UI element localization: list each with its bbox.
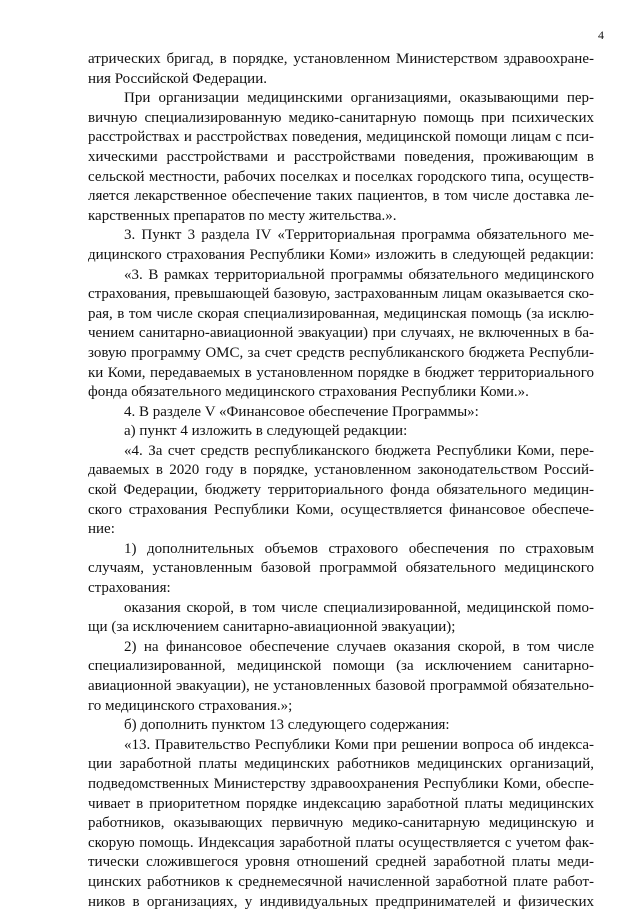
text-line: подведомственных Министерству здравоохранения Республики Коми, обеспе-	[88, 775, 594, 792]
page-number: 4	[598, 28, 604, 42]
text-line: 1) дополнительных объемов страхового обеспечения по страховым	[124, 540, 594, 557]
text-line: 2) на финансовое обеспечение случаев оказания скорой, в том числе	[124, 638, 594, 655]
text-line: рая, в том числе скорая специализированная, медицинская помощь (за исклю-	[88, 305, 594, 322]
text-line: «3. В рамках территориальной программы обязательного медицинского	[124, 266, 594, 283]
text-line: ции заработной платы медицинских работников медицинских организаций,	[88, 756, 594, 773]
text-line: 3. Пункт 3 раздела IV «Территориальная программа обязательного ме-	[124, 227, 594, 244]
text-line: а) пункт 4 изложить в следующей редакции:	[124, 423, 408, 440]
text-line: сельской местности, рабочих поселках и поселках городского типа, осуществ-	[88, 168, 594, 185]
text-line: страхования, превышающей базовую, застрахованным лицам оказывается ско-	[88, 286, 594, 303]
text-line: скорую помощь. Индексация заработной платы осуществляется с учетом фак-	[88, 834, 594, 851]
text-line: дицинского страхования Республики Коми» изложить в следующей редакции:	[88, 246, 594, 263]
text-line: При организации медицинскими организациями, оказывающими пер-	[124, 90, 594, 107]
text-line: «13. Правительство Республики Коми при решении вопроса об индекса-	[124, 736, 594, 753]
text-line: чением санитарно-авиационной эвакуации) при случаях, не включенных в ба-	[88, 325, 594, 342]
text-line: даваемых в 2020 году в порядке, установленном законодательством Россий-	[88, 462, 594, 479]
text-line: цинских работников к среднемесячной начисленной заработной плате работ-	[88, 873, 594, 890]
text-line: хическими расстройствами и расстройствами поведения, проживающим в	[88, 148, 594, 165]
text-line: тически сложившегося уровня отношений средней заработной платы меди-	[88, 854, 594, 871]
text-line: 4. В разделе V «Финансовое обеспечение Программы»:	[124, 403, 479, 420]
text-line: специализированной, медицинской помощи (за исключением санитарно-	[88, 658, 594, 675]
document-body	[88, 50, 594, 912]
text-line: ки Коми, передаваемых в установленном порядке в бюджет территориального	[88, 364, 594, 381]
text-line: щи (за исключением санитарно-авиационной эвакуации);	[88, 619, 456, 636]
text-line: зовую программу ОМС, за счет средств республиканского бюджета Республи-	[88, 344, 594, 361]
text-line: расстройствах и расстройствах поведения, медицинской помощи лицам с пси-	[88, 129, 594, 146]
text-line: б) дополнить пунктом 13 следующего содержания:	[124, 717, 450, 734]
text-line: вичную специализированную медико-санитарную помощь при психических	[88, 109, 594, 126]
text-line: ния Российской Федерации.	[88, 70, 267, 87]
text-line: работников, оказывающих первичную медико-санитарную медицинскую и	[88, 815, 594, 832]
text-line: «4. За счет средств республиканского бюджета Республики Коми, пере-	[124, 442, 594, 459]
text-line: страхования:	[88, 580, 171, 597]
text-line: го медицинского страхования.»;	[88, 697, 293, 714]
text-line: ников в организациях, у индивидуальных предпринимателей и физических	[88, 893, 594, 910]
text-line: авиационной эвакуации), не установленных базовой программой обязательно-	[88, 678, 594, 694]
text-line: ляется лекарственное обеспечение таких пациентов, в том числе доставка ле-	[88, 188, 594, 205]
text-line: карственных препаратов по месту жительства.».	[88, 207, 397, 224]
text-line: чивает в приоритетном порядке индексацию заработной платы медицинских	[88, 795, 594, 812]
text-line: ского страхования Республики Коми, осуществляется финансовое обеспече-	[88, 501, 594, 518]
text-line: ние:	[88, 521, 115, 538]
text-line: случаям, установленным базовой программой обязательного медицинского	[88, 560, 594, 577]
text-line: оказания скорой, в том числе специализированной, медицинской помо-	[124, 599, 594, 616]
text-line: ской Федерации, бюджету территориального фонда обязательного медицин-	[88, 482, 594, 499]
text-line: фонда обязательного медицинского страхования Республики Коми.».	[88, 384, 529, 401]
text-line: атрических бригад, в порядке, установленном Министерством здравоохране-	[88, 51, 594, 67]
